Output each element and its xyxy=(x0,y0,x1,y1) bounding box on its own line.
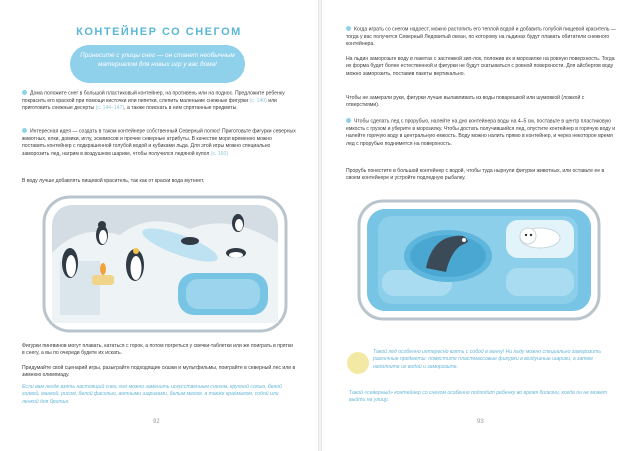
seal-pup-icon xyxy=(520,228,560,248)
penguin-icon xyxy=(226,248,246,258)
paragraph-4: Фигурки пингвинов могут плавать, кататься с горок, а потом погреться у свечки-таблетки или же поиграть в прятки в снегу, а вы по очереди будете их искать. xyxy=(22,343,293,357)
page-number-right: 93 xyxy=(477,419,484,425)
paragraph-3: В воду лучше добавлять пищевой краситель, так как от краски вода мутнеет. xyxy=(22,178,205,184)
bullet-icon xyxy=(22,128,27,133)
page-title: КОНТЕЙНЕР СО СНЕГОМ xyxy=(76,26,242,38)
snow-container-illustration xyxy=(40,193,290,335)
paragraph-4: Чтобы сделать лед с прорубью, налейте на дно контейнера воды на 4–5 см, поставьте в центр пластиковую емкость с грузом и уберите в морозилку. Чтобы достать получившийся лед, опустите контейнер в горячую воду и налейте горячую воду в центральную емкость. Воду можно налить прямо в контейнер, и через некоторое время лед с прорубью поднимется на поверхность. xyxy=(346,118,616,147)
paragraph-2: На льдин заморозьте воду в пакетах с застежкой зип-лок, положив их в морозилке на ровную поверхность. Тогда их форма будет более естественной и фигурки не будут скатываться с ровной поверхности. Для айсбергов воду можно заморозить, поставив пакеты вертикально. xyxy=(346,56,615,77)
ice-container-illustration xyxy=(356,198,602,322)
flame-icon xyxy=(100,263,106,275)
bullet-icon xyxy=(346,26,351,31)
bullet-icon xyxy=(22,90,27,95)
page-reference: (с. 144–147) xyxy=(95,105,125,112)
paragraph-6: Если вам негде взять настоящий снег, его можно заменить искусственным снегом, крупной солью, белой холвой, манкой, рисом, белой фасолью, ватными шариками, белым мехом, а также крахмалом, содой или ленкой для бритья. xyxy=(22,384,282,405)
bullet-icon xyxy=(346,118,351,123)
lightbulb-icon xyxy=(347,352,369,374)
page-reference: (с. 160) xyxy=(210,150,229,157)
penguin-icon xyxy=(181,237,199,245)
tip-text: Такой лед особенно интересно взять с собой в ванну! Ни льду можно специально заморозить различные предметы: поместите пластмассовые фигурки в воздушные шарики, а затем наполните их водой и заморозьте. xyxy=(373,349,602,370)
paragraph-5: Прорубь понестите в большой контейнер с водой, чтобы туда нырнули фигурки животных, или оставьте ее в своем контейнере и устройте подледную рыбалку. xyxy=(346,168,605,182)
paragraph-1: Когда играть со снегом надоест, можно растопить его теплой водой и добавить голубой пищевой краситель — тогда у вас получится Северный Ледовитый океан, по которому на льдинах будут плавать обитатели снежного контейнера. xyxy=(346,26,616,48)
left-page xyxy=(0,0,318,451)
paragraph-1: Дома положите снег в большой пластиковый контейнер, на противень или на поднос. Предложите ребенку покрасить его краской при помощи кисточки или пипетки, слепить маленькие снежные фигурки (с. 140) или приготовить снежные десерты (с. 144–147), а также поискать в нем спрятанные предметы. xyxy=(22,90,285,112)
paragraph-3: Чтобы не замерзли руки, фигурки лучше вылавливать из воды поварешкой или шумовкой (ложкой с отверстиями). xyxy=(346,95,585,109)
page-number-left: 92 xyxy=(153,419,160,425)
paragraph-5: Придумайте свой сценарий игры, разыграйте подходящие сказки и мультфильмы, поиграйте в северный лес или в зимнюю олимпиаду. xyxy=(22,365,296,379)
penguin-icon xyxy=(232,214,244,232)
water-highlight xyxy=(186,279,260,309)
footer-note: Такой «северный» контейнер со снегом особенно подходит ребенку во время болезни, когда он не может выйти на улицу. xyxy=(349,390,608,404)
ice-floe xyxy=(506,268,574,296)
intro-callout: Принесите с улицы снег — он станет необычным материалом для новых игр у вас дома! xyxy=(70,45,245,83)
candle-icon xyxy=(92,275,114,285)
penguin-icon xyxy=(62,248,78,278)
paragraph-2: Интересная идея — создать в таком контейнере собственный Северный полюс! Приготовьте фигурки северных животных, елки, домики, иглу, эскимосов и прочие северные атрибуты. В качестве моря временно можно поставить контейнер с подкрашенной голубой водой и кубиками льда. Для этой игры можно специально заморозить лед, нагрим в воздушном шарике, чтобы получился ледяной купол (с. 160) xyxy=(22,128,296,157)
page-reference: (с. 140) xyxy=(249,97,267,104)
